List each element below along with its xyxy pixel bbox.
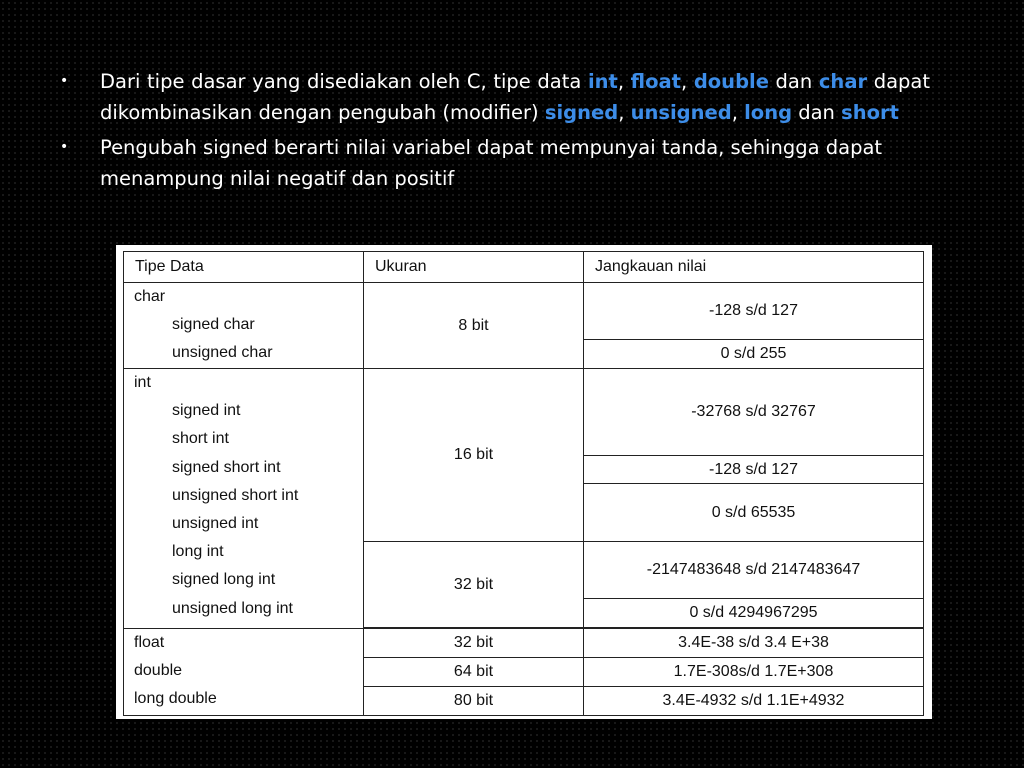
- range-cell: 1.7E-308s/d 1.7E+308: [584, 658, 924, 687]
- type-name: short int: [172, 430, 229, 448]
- bullet-text: Pengubah signed berarti nilai variabel dapat mempunyai tanda, sehingga dapat menampung nilai negatif dan positif: [100, 136, 883, 190]
- header-ukuran: Ukuran: [364, 252, 584, 283]
- text-segment: ,: [618, 101, 631, 124]
- size-cell: 32 bit: [364, 542, 584, 628]
- type-name: double: [134, 662, 183, 680]
- header-jangkauan: Jangkauan nilai: [584, 252, 924, 283]
- type-name: unsigned int: [172, 514, 259, 532]
- text-segment: ,: [617, 70, 631, 93]
- table-row: [124, 369, 924, 456]
- keyword-long: long: [744, 101, 793, 124]
- range-cell: 3.4E-38 s/d 3.4 E+38: [584, 629, 924, 658]
- table-row: [124, 629, 924, 658]
- range-cell: -128 s/d 127: [584, 456, 924, 484]
- type-name: int: [134, 374, 151, 391]
- text-segment: dapat dikombinasikan dengan pengubah (modifier): [100, 70, 931, 124]
- type-name: unsigned short int: [172, 486, 299, 504]
- bullet-list: [60, 66, 930, 194]
- range-cell: 0 s/d 4294967295: [584, 599, 924, 628]
- type-name: signed int: [172, 402, 241, 420]
- text-segment: ,: [731, 101, 745, 124]
- bullet-item-2: [60, 132, 930, 194]
- type-name: long int: [172, 543, 224, 561]
- size-cell: 64 bit: [364, 658, 584, 687]
- size-cell: 32 bit: [364, 629, 584, 658]
- text-segment: Dari tipe dasar yang disediakan oleh C, tipe data: [100, 70, 588, 93]
- data-type-table-panel: [116, 245, 932, 719]
- size-cell: 16 bit: [364, 369, 584, 542]
- header-tipe-data: Tipe Data: [124, 252, 364, 283]
- type-name: unsigned long int: [172, 599, 293, 617]
- text-segment: dan: [768, 70, 819, 93]
- bullet-dot: •: [60, 139, 69, 155]
- keyword-double: double: [693, 70, 769, 93]
- keyword-int: int: [587, 70, 618, 93]
- range-cell: -32768 s/d 32767: [584, 369, 924, 456]
- text-segment: dan: [792, 101, 842, 124]
- size-cell: 80 bit: [364, 687, 584, 716]
- bullet-dot: •: [60, 73, 69, 89]
- bullet-item-1: [60, 66, 930, 128]
- range-cell: -128 s/d 127: [584, 283, 924, 340]
- range-cell: 0 s/d 255: [584, 340, 924, 369]
- type-name: signed short int: [172, 458, 281, 476]
- int-types-cell: [124, 369, 364, 629]
- type-name: unsigned char: [172, 344, 273, 362]
- type-name: long double: [134, 690, 217, 708]
- type-name: signed long int: [172, 571, 276, 589]
- keyword-unsigned: unsigned: [630, 101, 732, 124]
- keyword-short: short: [841, 101, 899, 124]
- table-header-row: [124, 252, 924, 283]
- char-types-cell: [124, 283, 364, 369]
- range-cell: -2147483648 s/d 2147483647: [584, 542, 924, 599]
- keyword-float: float: [630, 70, 681, 93]
- type-name: signed char: [172, 316, 255, 334]
- table-row: [124, 283, 924, 340]
- type-name: char: [134, 288, 166, 305]
- text-segment: ,: [681, 70, 694, 93]
- range-cell: 3.4E-4932 s/d 1.1E+4932: [584, 687, 924, 716]
- type-name: float: [134, 634, 165, 651]
- bullet-text: [100, 66, 930, 128]
- keyword-char: char: [818, 70, 868, 93]
- float-types-cell: [124, 629, 364, 716]
- keyword-signed: signed: [544, 101, 619, 124]
- range-cell: 0 s/d 65535: [584, 484, 924, 542]
- size-cell: 8 bit: [364, 283, 584, 369]
- data-type-table: [123, 251, 924, 716]
